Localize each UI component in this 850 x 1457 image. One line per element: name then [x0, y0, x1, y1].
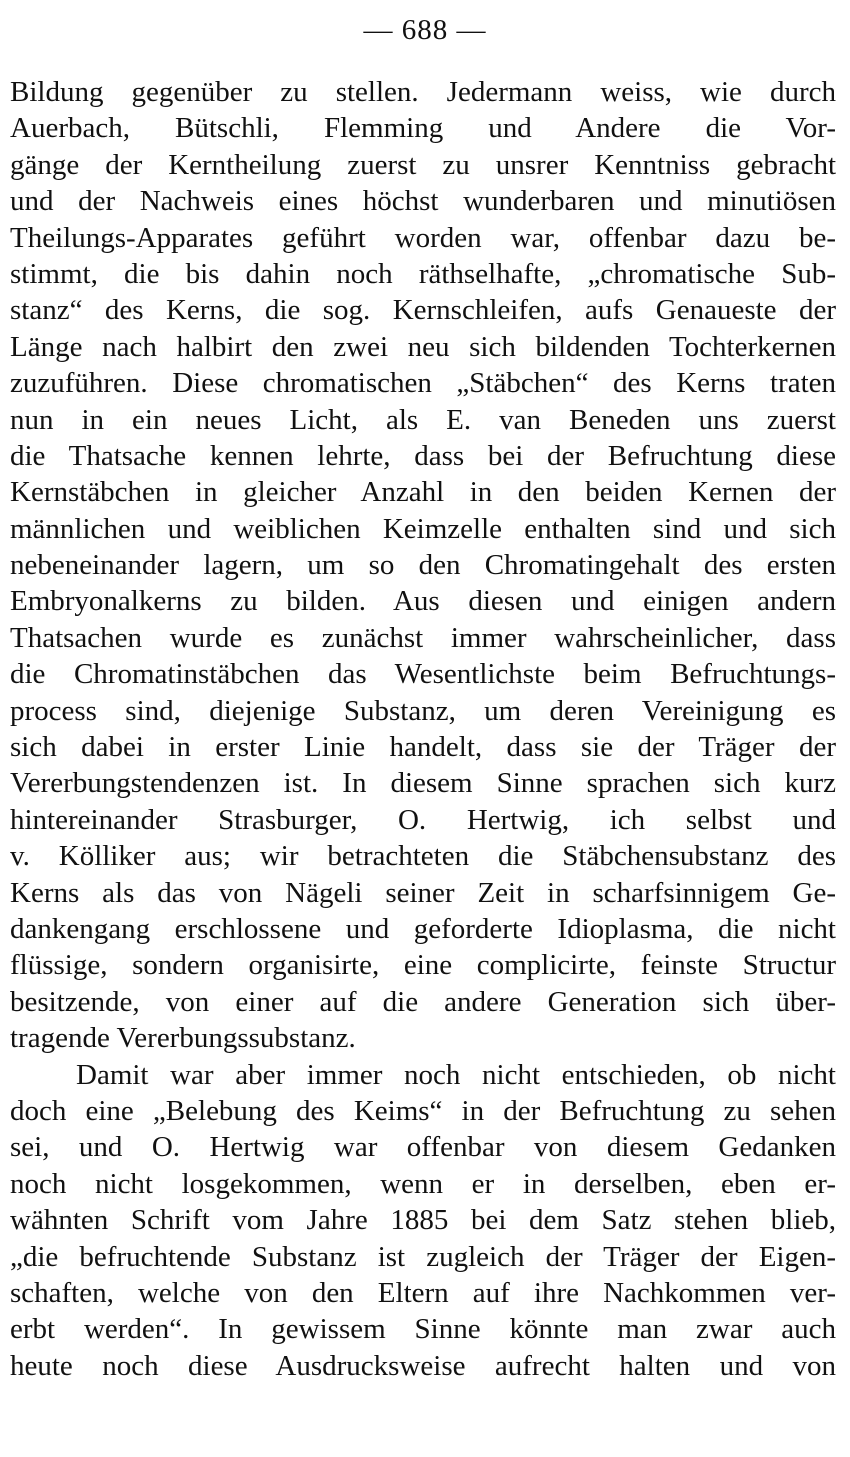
text-line: sei, und O. Hertwig war offenbar von diesem Gedanken	[10, 1131, 836, 1164]
paragraph-start-line: Damit war aber immer noch nicht entschieden, ob nicht	[76, 1058, 836, 1091]
text-line: process sind, diejenige Substanz, um deren Vereinigung es	[10, 694, 836, 727]
text-line: sich dabei in erster Linie handelt, dass sie der Träger der	[10, 731, 836, 764]
text-line: Auerbach, Bütschli, Flemming und Andere die Vor-	[10, 112, 836, 145]
text-line: erbt werden“. In gewissem Sinne könnte man zwar auch	[10, 1313, 836, 1346]
text-line: noch nicht losgekommen, wenn er in derselben, eben er-	[10, 1167, 836, 1200]
text-line: Kernstäbchen in gleicher Anzahl in den beiden Kernen der	[10, 476, 836, 509]
text-line: Embryonalkerns zu bilden. Aus diesen und einigen andern	[10, 585, 836, 618]
text-line: nebeneinander lagern, um so den Chromatingehalt des ersten	[10, 549, 836, 582]
text-line: hintereinander Strasburger, O. Hertwig, ich selbst und	[10, 803, 836, 836]
text-line: stanz“ des Kerns, die sog. Kernschleifen, aufs Genaueste der	[10, 294, 836, 327]
text-line: die Chromatinstäbchen das Wesentlichste beim Befruchtungs-	[10, 658, 836, 691]
text-line: besitzende, von einer auf die andere Generation sich über-	[10, 985, 836, 1018]
text-line: heute noch diese Ausdrucksweise aufrecht halten und von	[10, 1349, 836, 1382]
text-line: Bildung gegenüber zu stellen. Jedermann weiss, wie durch	[10, 76, 836, 108]
text-line: wähnten Schrift vom Jahre 1885 bei dem Satz stehen blieb,	[10, 1204, 836, 1237]
page-number: — 688 —	[363, 14, 487, 46]
text-line: flüssige, sondern organisirte, eine complicirte, feinste Structur	[10, 949, 836, 982]
text-line: Länge nach halbirt den zwei neu sich bildenden Tochterkernen	[10, 330, 836, 363]
text-line: und der Nachweis eines höchst wunderbaren und minutiösen	[10, 185, 836, 218]
text-line: schaften, welche von den Eltern auf ihre Nachkommen ver-	[10, 1276, 836, 1309]
text-line: zuzuführen. Diese chromatischen „Stäbchen“ des Kerns traten	[10, 367, 836, 400]
text-line: stimmt, die bis dahin noch räthselhafte, „chromatische Sub-	[10, 257, 836, 290]
text-line: v. Kölliker aus; wir betrachteten die Stäbchensubstanz des	[10, 840, 836, 873]
text-line: die Thatsache kennen lehrte, dass bei der Befruchtung diese	[10, 439, 836, 472]
text-line: dankengang erschlossene und geforderte Idioplasma, die nicht	[10, 912, 836, 945]
body-text	[10, 74, 836, 1384]
text-line: Vererbungstendenzen ist. In diesem Sinne sprachen sich kurz	[10, 767, 836, 800]
text-line: „die befruchtende Substanz ist zugleich der Träger der Eigen-	[10, 1240, 836, 1273]
paragraph-end-line: tragende Vererbungssubstanz.	[10, 1022, 356, 1055]
text-line: Thatsachen wurde es zunächst immer wahrscheinlicher, dass	[10, 621, 836, 654]
text-line: doch eine „Belebung des Keims“ in der Befruchtung zu sehen	[10, 1094, 836, 1127]
text-line: gänge der Kerntheilung zuerst zu unsrer Kenntniss gebracht	[10, 148, 836, 181]
text-line: Kerns als das von Nägeli seiner Zeit in scharfsinnigem Ge-	[10, 876, 836, 909]
text-line: Theilungs-Apparates geführt worden war, offenbar dazu be-	[10, 221, 836, 254]
text-line: nun in ein neues Licht, als E. van Beneden uns zuerst	[10, 403, 836, 436]
text-line: männlichen und weiblichen Keimzelle enthalten sind und sich	[10, 512, 836, 545]
